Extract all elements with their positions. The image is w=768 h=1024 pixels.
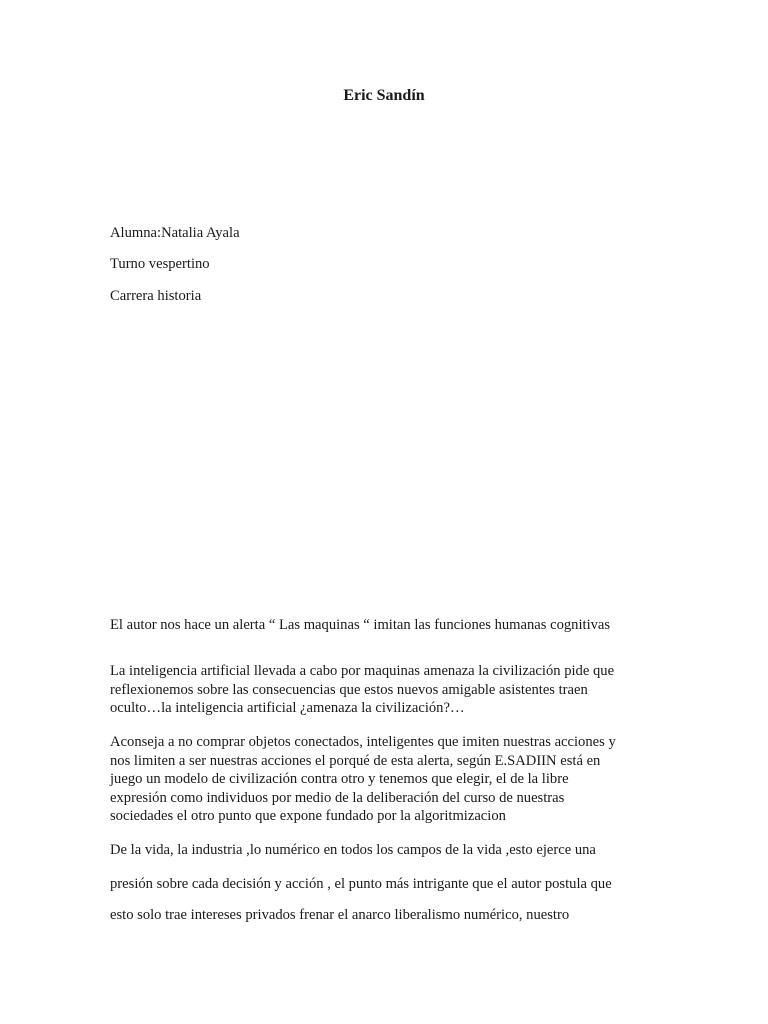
paragraph-4-line-2: presión sobre cada decisión y acción , el punto más intrigante que el autor postula que bbox=[110, 876, 612, 892]
paragraph-2-line: La inteligencia artificial llevada a cabo por maquinas amenaza la civilización pide que bbox=[110, 663, 615, 679]
paragraph-2-line: oculto…la inteligencia artificial ¿amenaza la civilización?… bbox=[110, 700, 465, 716]
shift-label: Turno vespertino bbox=[110, 256, 210, 272]
paragraph-2 bbox=[110, 662, 670, 718]
career-label: Carrera historia bbox=[110, 288, 202, 304]
paragraph-2-line: reflexionemos sobre las consecuencias que estos nuevos amigable asistentes traen bbox=[110, 681, 588, 698]
paragraph-3-line: juego un modelo de civilización contra otro y tenemos que elegir, el de la libre bbox=[110, 771, 569, 787]
paragraph-3-line: Aconseja a no comprar objetos conectados, inteligentes que imiten nuestras acciones y bbox=[110, 734, 616, 750]
student-name: Alumna:Natalia Ayala bbox=[110, 225, 240, 241]
paragraph-3-line: nos limiten a ser nuestras acciones el porqué de esta alerta, según E.SADIIN está en bbox=[110, 752, 601, 769]
paragraph-3 bbox=[110, 733, 670, 826]
paragraph-4-line-3: esto solo trae intereses privados frenar el anarco liberalismo numérico, nuestro bbox=[110, 907, 570, 923]
document-title: Eric Sandín bbox=[343, 87, 425, 104]
paragraph-3-line: sociedades el otro punto que expone fundado por la algoritmizacion bbox=[110, 808, 506, 824]
paragraph-3-line: expresión como individuos por medio de la deliberación del curso de nuestras bbox=[110, 789, 565, 806]
paragraph-1: El autor nos hace un alerta “ Las maquinas “ imitan las funciones humanas cognitivas bbox=[110, 617, 611, 633]
paragraph-4-line-1: De la vida, la industria ,lo numérico en todos los campos de la vida ,esto ejerce una bbox=[110, 842, 596, 858]
